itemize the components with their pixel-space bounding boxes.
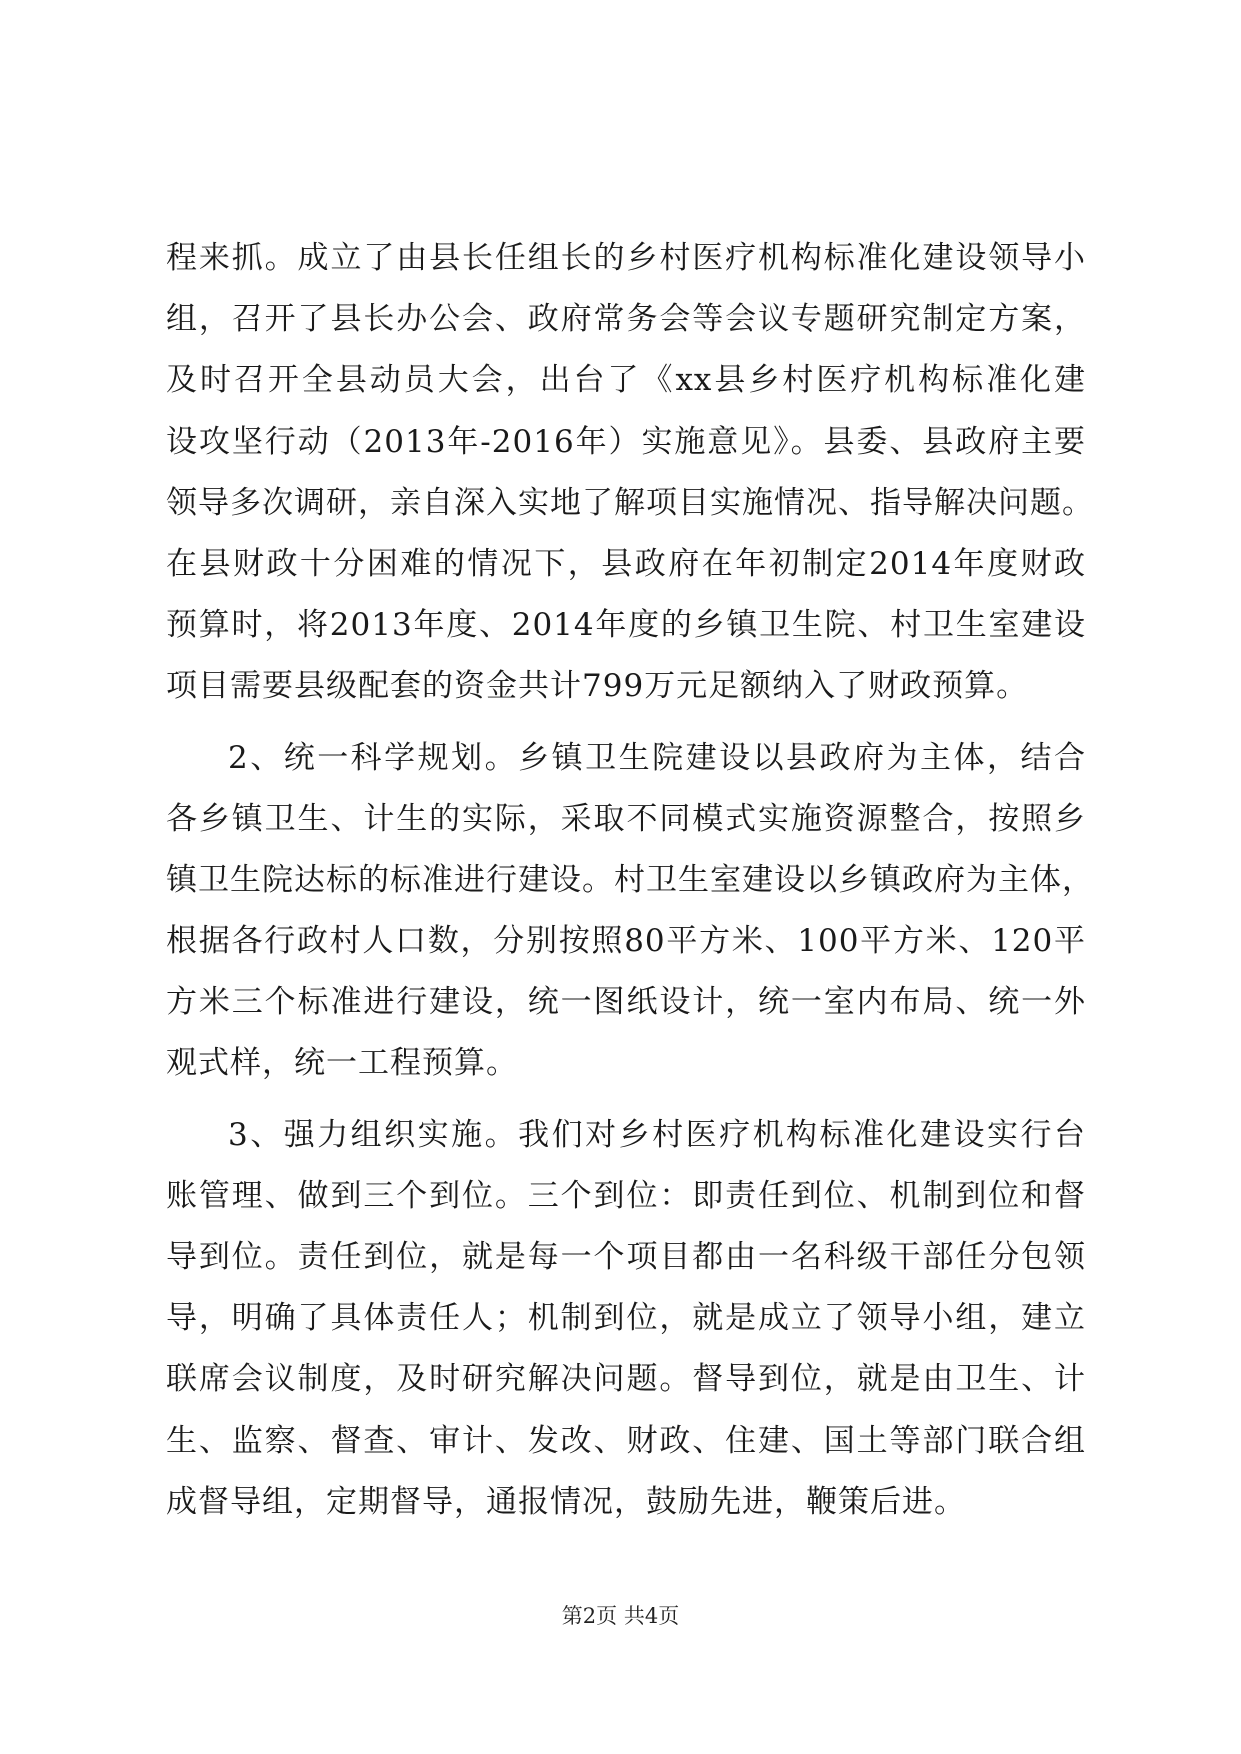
- text-line: 项目需要县级配套的资金共计799万元足额纳入了财政预算。: [166, 668, 1029, 705]
- text-line: 及时召开全县动员大会，出台了《xx县乡村医疗机构标准化建: [166, 362, 1086, 399]
- text-line: 账管理、做到三个到位。三个到位：即责任到位、机制到位和督: [166, 1177, 1086, 1214]
- text-line: 3、强力组织实施。我们对乡村医疗机构标准化建设实行台: [228, 1116, 1086, 1153]
- paragraph-spacer: [166, 1095, 1086, 1105]
- paragraph-1: [166, 228, 1094, 718]
- text-line: 镇卫生院达标的标准进行建设。村卫生室建设以乡镇政府为主体，: [166, 861, 1094, 898]
- text-line: 组，召开了县长办公会、政府常务会等会议专题研究制定方案，: [166, 301, 1086, 338]
- text-line: 各乡镇卫生、计生的实际，采取不同模式实施资源整合，按照乡: [166, 800, 1086, 837]
- text-line: 在县财政十分困难的情况下，县政府在年初制定2014年度财政: [166, 545, 1086, 582]
- paragraph-3: [166, 1105, 1086, 1533]
- text-line: 程来抓。成立了由县长任组长的乡村医疗机构标准化建设领导小: [166, 240, 1086, 276]
- text-line: 观式样，统一工程预算。: [166, 1045, 518, 1082]
- text-line: 成督导组，定期督导，通报情况，鼓励先进，鞭策后进。: [166, 1483, 966, 1520]
- paragraph-spacer: [166, 718, 1086, 728]
- page-number-footer: 第2页 共4页: [561, 1604, 680, 1628]
- text-line: 联席会议制度，及时研究解决问题。督导到位，就是由卫生、计: [166, 1361, 1086, 1398]
- paragraph-2: [166, 728, 1094, 1095]
- text-line: 生、监察、督查、审计、发改、财政、住建、国土等部门联合组: [166, 1422, 1086, 1459]
- text-line: 设攻坚行动（2013年-2016年）实施意见》。县委、县政府主要: [166, 423, 1086, 460]
- document-body: [166, 228, 1094, 1533]
- text-line: 导到位。责任到位，就是每一个项目都由一名科级干部任分包领: [166, 1239, 1086, 1275]
- text-line: 导，明确了具体责任人；机制到位，就是成立了领导小组，建立: [166, 1300, 1086, 1337]
- text-line: 2、统一科学规划。乡镇卫生院建设以县政府为主体，结合: [228, 739, 1086, 776]
- text-line: 根据各行政村人口数，分别按照80平方米、100平方米、120平: [166, 923, 1086, 960]
- text-line: 预算时，将2013年度、2014年度的乡镇卫生院、村卫生室建设: [166, 607, 1086, 644]
- text-line: 方米三个标准进行建设，统一图纸设计，统一室内布局、统一外: [166, 984, 1086, 1021]
- text-line: 领导多次调研，亲自深入实地了解项目实施情况、指导解决问题。: [166, 484, 1094, 521]
